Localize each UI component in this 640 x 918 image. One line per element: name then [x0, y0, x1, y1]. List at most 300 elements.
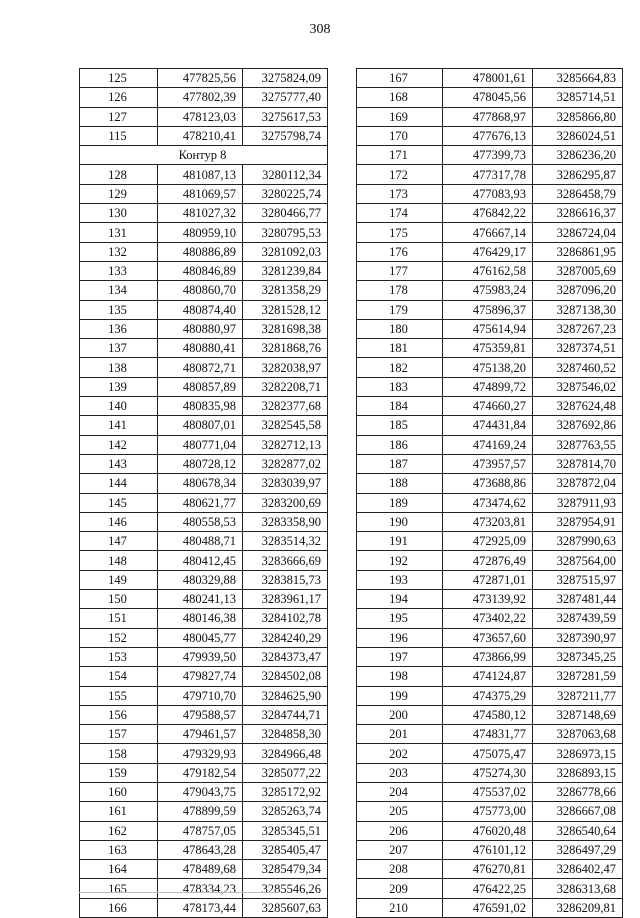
y-coordinate-cell: 3280466,77 [243, 204, 328, 223]
x-coordinate-cell: 480872,71 [158, 358, 243, 377]
table-row [80, 860, 328, 879]
y-coordinate-cell: 3284102,78 [243, 609, 328, 628]
point-number-cell: 210 [357, 898, 443, 917]
point-number-cell: 148 [80, 551, 158, 570]
table-row [357, 281, 623, 300]
x-coordinate-cell: 477825,56 [158, 69, 243, 88]
y-coordinate-cell: 3282545,58 [243, 416, 328, 435]
x-coordinate-cell: 477868,97 [443, 107, 533, 126]
point-number-cell: 171 [357, 146, 443, 165]
section-header-row [80, 146, 328, 165]
point-number-cell: 153 [80, 647, 158, 666]
x-coordinate-cell: 478757,05 [158, 821, 243, 840]
x-coordinate-cell: 473402,22 [443, 609, 533, 628]
y-coordinate-cell: 3284966,48 [243, 744, 328, 763]
x-coordinate-cell: 479461,57 [158, 725, 243, 744]
y-coordinate-cell: 3284373,47 [243, 647, 328, 666]
point-number-cell: 139 [80, 377, 158, 396]
point-number-cell: 206 [357, 821, 443, 840]
y-coordinate-cell: 3283815,73 [243, 570, 328, 589]
x-coordinate-cell: 478045,56 [443, 88, 533, 107]
x-coordinate-cell: 476429,17 [443, 242, 533, 261]
table-row [357, 551, 623, 570]
x-coordinate-cell: 480728,12 [158, 454, 243, 473]
y-coordinate-cell: 3287954,91 [533, 512, 623, 531]
y-coordinate-cell: 3285405,47 [243, 840, 328, 859]
point-number-cell: 192 [357, 551, 443, 570]
y-coordinate-cell: 3287460,52 [533, 358, 623, 377]
x-coordinate-cell: 480412,45 [158, 551, 243, 570]
x-coordinate-cell: 479827,74 [158, 667, 243, 686]
table-row [80, 821, 328, 840]
point-number-cell: 144 [80, 474, 158, 493]
x-coordinate-cell: 472871,01 [443, 570, 533, 589]
point-number-cell: 185 [357, 416, 443, 435]
y-coordinate-cell: 3287481,44 [533, 590, 623, 609]
y-coordinate-cell: 3287148,69 [533, 705, 623, 724]
table-row [357, 242, 623, 261]
y-coordinate-cell: 3286209,81 [533, 898, 623, 917]
table-row [357, 435, 623, 454]
y-coordinate-cell: 3280795,53 [243, 223, 328, 242]
table-row [357, 667, 623, 686]
y-coordinate-cell: 3281358,29 [243, 281, 328, 300]
point-number-cell: 136 [80, 319, 158, 338]
point-number-cell: 194 [357, 590, 443, 609]
table-row [80, 686, 328, 705]
x-coordinate-cell: 480807,01 [158, 416, 243, 435]
x-coordinate-cell: 479043,75 [158, 782, 243, 801]
point-number-cell: 189 [357, 493, 443, 512]
point-number-cell: 142 [80, 435, 158, 454]
x-coordinate-cell: 476591,02 [443, 898, 533, 917]
y-coordinate-cell: 3287692,86 [533, 416, 623, 435]
y-coordinate-cell: 3285479,34 [243, 860, 328, 879]
y-coordinate-cell: 3286861,95 [533, 242, 623, 261]
table-row [357, 705, 623, 724]
y-coordinate-cell: 3287096,20 [533, 281, 623, 300]
x-coordinate-cell: 477802,39 [158, 88, 243, 107]
y-coordinate-cell: 3283514,32 [243, 532, 328, 551]
point-number-cell: 161 [80, 802, 158, 821]
point-number-cell: 172 [357, 165, 443, 184]
y-coordinate-cell: 3285866,80 [533, 107, 623, 126]
x-coordinate-cell: 475614,94 [443, 319, 533, 338]
x-coordinate-cell: 473139,92 [443, 590, 533, 609]
x-coordinate-cell: 481069,57 [158, 184, 243, 203]
table-row [80, 300, 328, 319]
y-coordinate-cell: 3286540,64 [533, 821, 623, 840]
point-number-cell: 182 [357, 358, 443, 377]
x-coordinate-cell: 475537,02 [443, 782, 533, 801]
point-number-cell: 150 [80, 590, 158, 609]
x-coordinate-cell: 480488,71 [158, 532, 243, 551]
x-coordinate-cell: 477399,73 [443, 146, 533, 165]
table-row [80, 69, 328, 88]
table-row [80, 184, 328, 203]
table-row [357, 647, 623, 666]
table-row [80, 705, 328, 724]
point-number-cell: 165 [80, 879, 158, 898]
point-number-cell: 162 [80, 821, 158, 840]
x-coordinate-cell: 479329,93 [158, 744, 243, 763]
point-number-cell: 170 [357, 126, 443, 145]
point-number-cell: 174 [357, 204, 443, 223]
x-coordinate-cell: 480771,04 [158, 435, 243, 454]
y-coordinate-cell: 3282377,68 [243, 397, 328, 416]
point-number-cell: 143 [80, 454, 158, 473]
point-number-cell: 130 [80, 204, 158, 223]
point-number-cell: 133 [80, 261, 158, 280]
table-row [357, 802, 623, 821]
point-number-cell: 179 [357, 300, 443, 319]
point-number-cell: 184 [357, 397, 443, 416]
point-number-cell: 126 [80, 88, 158, 107]
x-coordinate-cell: 478210,41 [158, 126, 243, 145]
y-coordinate-cell: 3282712,13 [243, 435, 328, 454]
x-coordinate-cell: 478173,44 [158, 898, 243, 917]
table-row [80, 281, 328, 300]
x-coordinate-cell: 480678,34 [158, 474, 243, 493]
table-row [357, 474, 623, 493]
point-number-cell: 138 [80, 358, 158, 377]
y-coordinate-cell: 3275798,74 [243, 126, 328, 145]
point-number-cell: 191 [357, 532, 443, 551]
section-header-cell: Контур 8 [80, 146, 328, 165]
table-row [357, 512, 623, 531]
x-coordinate-cell: 478643,28 [158, 840, 243, 859]
table-row [357, 261, 623, 280]
y-coordinate-cell: 3287267,23 [533, 319, 623, 338]
y-coordinate-cell: 3287624,48 [533, 397, 623, 416]
y-coordinate-cell: 3282208,71 [243, 377, 328, 396]
y-coordinate-cell: 3284502,08 [243, 667, 328, 686]
y-coordinate-cell: 3287872,04 [533, 474, 623, 493]
point-number-cell: 135 [80, 300, 158, 319]
table-row [357, 821, 623, 840]
point-number-cell: 177 [357, 261, 443, 280]
y-coordinate-cell: 3286024,51 [533, 126, 623, 145]
x-coordinate-cell: 480886,89 [158, 242, 243, 261]
point-number-cell: 199 [357, 686, 443, 705]
table-row [80, 570, 328, 589]
y-coordinate-cell: 3287546,02 [533, 377, 623, 396]
table-row [357, 725, 623, 744]
y-coordinate-cell: 3275824,09 [243, 69, 328, 88]
y-coordinate-cell: 3287138,30 [533, 300, 623, 319]
point-number-cell: 167 [357, 69, 443, 88]
table-row [357, 358, 623, 377]
point-number-cell: 149 [80, 570, 158, 589]
point-number-cell: 128 [80, 165, 158, 184]
x-coordinate-cell: 474431,84 [443, 416, 533, 435]
point-number-cell: 169 [357, 107, 443, 126]
table-row [80, 358, 328, 377]
table-row [80, 107, 328, 126]
point-number-cell: 200 [357, 705, 443, 724]
x-coordinate-cell: 476101,12 [443, 840, 533, 859]
y-coordinate-cell: 3285077,22 [243, 763, 328, 782]
x-coordinate-cell: 480558,53 [158, 512, 243, 531]
point-number-cell: 154 [80, 667, 158, 686]
table-row [80, 898, 328, 917]
y-coordinate-cell: 3284744,71 [243, 705, 328, 724]
table-row [357, 397, 623, 416]
table-row [357, 69, 623, 88]
x-coordinate-cell: 476422,25 [443, 879, 533, 898]
x-coordinate-cell: 480045,77 [158, 628, 243, 647]
y-coordinate-cell: 3287005,69 [533, 261, 623, 280]
y-coordinate-cell: 3286667,08 [533, 802, 623, 821]
table-row [357, 686, 623, 705]
y-coordinate-cell: 3281698,38 [243, 319, 328, 338]
point-number-cell: 209 [357, 879, 443, 898]
x-coordinate-cell: 476162,58 [443, 261, 533, 280]
y-coordinate-cell: 3285172,92 [243, 782, 328, 801]
table-row [80, 126, 328, 145]
y-coordinate-cell: 3287345,25 [533, 647, 623, 666]
table-row [357, 204, 623, 223]
x-coordinate-cell: 474375,29 [443, 686, 533, 705]
x-coordinate-cell: 473688,86 [443, 474, 533, 493]
y-coordinate-cell: 3280225,74 [243, 184, 328, 203]
point-number-cell: 132 [80, 242, 158, 261]
point-number-cell: 163 [80, 840, 158, 859]
table-row [80, 339, 328, 358]
y-coordinate-cell: 3285664,83 [533, 69, 623, 88]
table-row [357, 339, 623, 358]
x-coordinate-cell: 477083,93 [443, 184, 533, 203]
table-row [357, 377, 623, 396]
point-number-cell: 195 [357, 609, 443, 628]
table-row [357, 590, 623, 609]
table-row [357, 628, 623, 647]
x-coordinate-cell: 480241,13 [158, 590, 243, 609]
y-coordinate-cell: 3287763,55 [533, 435, 623, 454]
y-coordinate-cell: 3286295,87 [533, 165, 623, 184]
x-coordinate-cell: 480146,38 [158, 609, 243, 628]
table-row [80, 223, 328, 242]
table-row [80, 782, 328, 801]
x-coordinate-cell: 480874,40 [158, 300, 243, 319]
table-row [80, 725, 328, 744]
point-number-cell: 181 [357, 339, 443, 358]
x-coordinate-cell: 476667,14 [443, 223, 533, 242]
table-row [80, 802, 328, 821]
x-coordinate-cell: 478001,61 [443, 69, 533, 88]
y-coordinate-cell: 3287439,59 [533, 609, 623, 628]
x-coordinate-cell: 480880,41 [158, 339, 243, 358]
x-coordinate-cell: 480846,89 [158, 261, 243, 280]
x-coordinate-cell: 481027,32 [158, 204, 243, 223]
x-coordinate-cell: 474660,27 [443, 397, 533, 416]
point-number-cell: 186 [357, 435, 443, 454]
point-number-cell: 204 [357, 782, 443, 801]
x-coordinate-cell: 474831,77 [443, 725, 533, 744]
point-number-cell: 146 [80, 512, 158, 531]
coordinates-table-right [356, 68, 623, 918]
point-number-cell: 188 [357, 474, 443, 493]
x-coordinate-cell: 473203,81 [443, 512, 533, 531]
table-row [80, 647, 328, 666]
point-number-cell: 157 [80, 725, 158, 744]
table-row [357, 416, 623, 435]
x-coordinate-cell: 477676,13 [443, 126, 533, 145]
x-coordinate-cell: 475359,81 [443, 339, 533, 358]
table-row [80, 261, 328, 280]
y-coordinate-cell: 3286236,20 [533, 146, 623, 165]
x-coordinate-cell: 475274,30 [443, 763, 533, 782]
y-coordinate-cell: 3281092,03 [243, 242, 328, 261]
x-coordinate-cell: 472925,09 [443, 532, 533, 551]
y-coordinate-cell: 3283039,97 [243, 474, 328, 493]
y-coordinate-cell: 3284240,29 [243, 628, 328, 647]
x-coordinate-cell: 473866,99 [443, 647, 533, 666]
x-coordinate-cell: 481087,13 [158, 165, 243, 184]
table-row [80, 416, 328, 435]
table-row [357, 532, 623, 551]
y-coordinate-cell: 3284625,90 [243, 686, 328, 705]
point-number-cell: 145 [80, 493, 158, 512]
y-coordinate-cell: 3283358,90 [243, 512, 328, 531]
table-row [80, 512, 328, 531]
x-coordinate-cell: 475138,20 [443, 358, 533, 377]
table-row [357, 763, 623, 782]
x-coordinate-cell: 472876,49 [443, 551, 533, 570]
x-coordinate-cell: 474580,12 [443, 705, 533, 724]
x-coordinate-cell: 480860,70 [158, 281, 243, 300]
table-row [357, 493, 623, 512]
x-coordinate-cell: 478899,59 [158, 802, 243, 821]
y-coordinate-cell: 3284858,30 [243, 725, 328, 744]
point-number-cell: 152 [80, 628, 158, 647]
point-number-cell: 207 [357, 840, 443, 859]
point-number-cell: 203 [357, 763, 443, 782]
table-row [80, 609, 328, 628]
x-coordinate-cell: 476020,48 [443, 821, 533, 840]
y-coordinate-cell: 3281239,84 [243, 261, 328, 280]
x-coordinate-cell: 479588,57 [158, 705, 243, 724]
table-row [357, 146, 623, 165]
table-row [80, 242, 328, 261]
point-number-cell: 193 [357, 570, 443, 589]
x-coordinate-cell: 476270,81 [443, 860, 533, 879]
y-coordinate-cell: 3286724,04 [533, 223, 623, 242]
table-row [357, 609, 623, 628]
table-row [80, 377, 328, 396]
point-number-cell: 159 [80, 763, 158, 782]
y-coordinate-cell: 3281528,12 [243, 300, 328, 319]
x-coordinate-cell: 480857,89 [158, 377, 243, 396]
x-coordinate-cell: 475075,47 [443, 744, 533, 763]
x-coordinate-cell: 480959,10 [158, 223, 243, 242]
x-coordinate-cell: 474124,87 [443, 667, 533, 686]
table-row [357, 744, 623, 763]
point-number-cell: 141 [80, 416, 158, 435]
table-row [357, 88, 623, 107]
x-coordinate-cell: 479710,70 [158, 686, 243, 705]
point-number-cell: 166 [80, 898, 158, 917]
point-number-cell: 151 [80, 609, 158, 628]
y-coordinate-cell: 3286973,15 [533, 744, 623, 763]
point-number-cell: 196 [357, 628, 443, 647]
y-coordinate-cell: 3283200,69 [243, 493, 328, 512]
table-row [80, 763, 328, 782]
y-coordinate-cell: 3280112,34 [243, 165, 328, 184]
point-number-cell: 164 [80, 860, 158, 879]
table-row [80, 454, 328, 473]
table-row [357, 782, 623, 801]
point-number-cell: 158 [80, 744, 158, 763]
x-coordinate-cell: 473657,60 [443, 628, 533, 647]
table-row [357, 879, 623, 898]
point-number-cell: 127 [80, 107, 158, 126]
x-coordinate-cell: 480329,88 [158, 570, 243, 589]
y-coordinate-cell: 3285546,26 [243, 879, 328, 898]
table-row [357, 454, 623, 473]
x-coordinate-cell: 478123,03 [158, 107, 243, 126]
table-row [80, 667, 328, 686]
y-coordinate-cell: 3287390,97 [533, 628, 623, 647]
x-coordinate-cell: 480880,97 [158, 319, 243, 338]
y-coordinate-cell: 3287063,68 [533, 725, 623, 744]
point-number-cell: 180 [357, 319, 443, 338]
table-row [357, 165, 623, 184]
table-row [357, 184, 623, 203]
point-number-cell: 183 [357, 377, 443, 396]
y-coordinate-cell: 3286497,29 [533, 840, 623, 859]
y-coordinate-cell: 3286402,47 [533, 860, 623, 879]
x-coordinate-cell: 477317,78 [443, 165, 533, 184]
point-number-cell: 178 [357, 281, 443, 300]
y-coordinate-cell: 3287911,93 [533, 493, 623, 512]
point-number-cell: 205 [357, 802, 443, 821]
table-row [357, 860, 623, 879]
x-coordinate-cell: 475983,24 [443, 281, 533, 300]
y-coordinate-cell: 3287814,70 [533, 454, 623, 473]
table-row [80, 551, 328, 570]
x-coordinate-cell: 480621,77 [158, 493, 243, 512]
y-coordinate-cell: 3287281,59 [533, 667, 623, 686]
y-coordinate-cell: 3286893,15 [533, 763, 623, 782]
y-coordinate-cell: 3282038,97 [243, 358, 328, 377]
point-number-cell: 168 [357, 88, 443, 107]
table-row [80, 474, 328, 493]
table-row [80, 744, 328, 763]
point-number-cell: 197 [357, 647, 443, 666]
table-row [357, 570, 623, 589]
table-row [357, 126, 623, 145]
y-coordinate-cell: 3287211,77 [533, 686, 623, 705]
x-coordinate-cell: 480835,98 [158, 397, 243, 416]
coordinates-table-left [79, 68, 328, 918]
y-coordinate-cell: 3282877,02 [243, 454, 328, 473]
table-row [357, 223, 623, 242]
point-number-cell: 202 [357, 744, 443, 763]
point-number-cell: 140 [80, 397, 158, 416]
point-number-cell: 175 [357, 223, 443, 242]
point-number-cell: 147 [80, 532, 158, 551]
point-number-cell: 187 [357, 454, 443, 473]
x-coordinate-cell: 479939,50 [158, 647, 243, 666]
table-row [80, 319, 328, 338]
y-coordinate-cell: 3286616,37 [533, 204, 623, 223]
point-number-cell: 156 [80, 705, 158, 724]
table-row [80, 840, 328, 859]
table-row [80, 532, 328, 551]
table-row [80, 88, 328, 107]
y-coordinate-cell: 3285607,63 [243, 898, 328, 917]
